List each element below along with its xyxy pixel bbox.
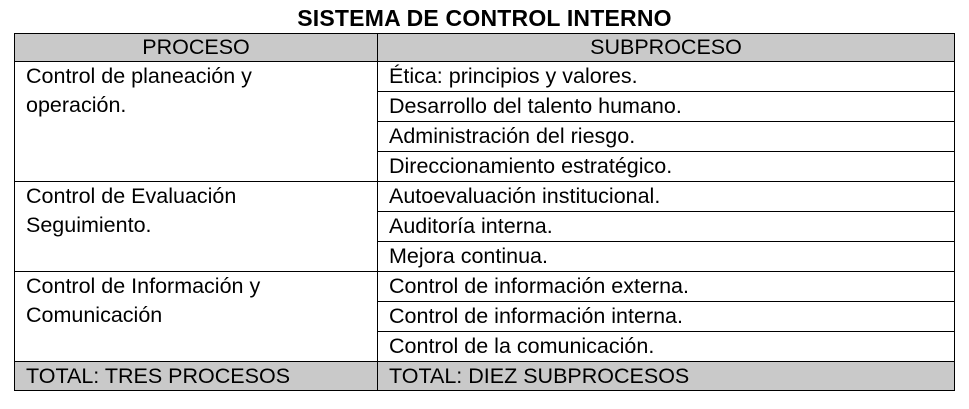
control-table	[14, 33, 955, 391]
subprocess-cell: Mejora continua.	[378, 242, 955, 272]
document-title: SISTEMA DE CONTROL INTERNO	[297, 5, 672, 31]
header-row	[15, 34, 955, 62]
subprocess-cell: Ética: principios y valores.	[378, 62, 955, 92]
subprocess-cell: Control de información interna.	[378, 302, 955, 332]
table-row	[15, 272, 955, 302]
process-cell-evaluacion	[15, 182, 378, 272]
totals-row	[15, 362, 955, 391]
subprocess-cell: Autoevaluación institucional.	[378, 182, 955, 212]
process-label: Control de planeación y operación.	[26, 64, 252, 117]
subprocess-cell: Control de la comunicación.	[378, 332, 955, 362]
subprocess-cell: Control de información externa.	[378, 272, 955, 302]
total-subprocesses-cell: TOTAL: DIEZ SUBPROCESOS	[378, 362, 955, 391]
table-row	[15, 62, 955, 92]
subprocess-cell: Desarrollo del talento humano.	[378, 92, 955, 122]
subprocess-cell: Administración del riesgo.	[378, 122, 955, 152]
total-processes-cell: TOTAL: TRES PROCESOS	[15, 362, 378, 391]
table-row	[15, 182, 955, 212]
process-column-header: PROCESO	[15, 34, 378, 62]
subprocess-column-header: SUBPROCESO	[378, 34, 955, 62]
process-label: Control de Evaluación Seguimiento.	[26, 184, 237, 237]
process-cell-planeacion	[15, 62, 378, 182]
subprocess-cell: Auditoría interna.	[378, 212, 955, 242]
process-label: Control de Información y Comunicación	[26, 274, 261, 327]
process-cell-informacion	[15, 272, 378, 362]
subprocess-cell: Direccionamiento estratégico.	[378, 152, 955, 182]
